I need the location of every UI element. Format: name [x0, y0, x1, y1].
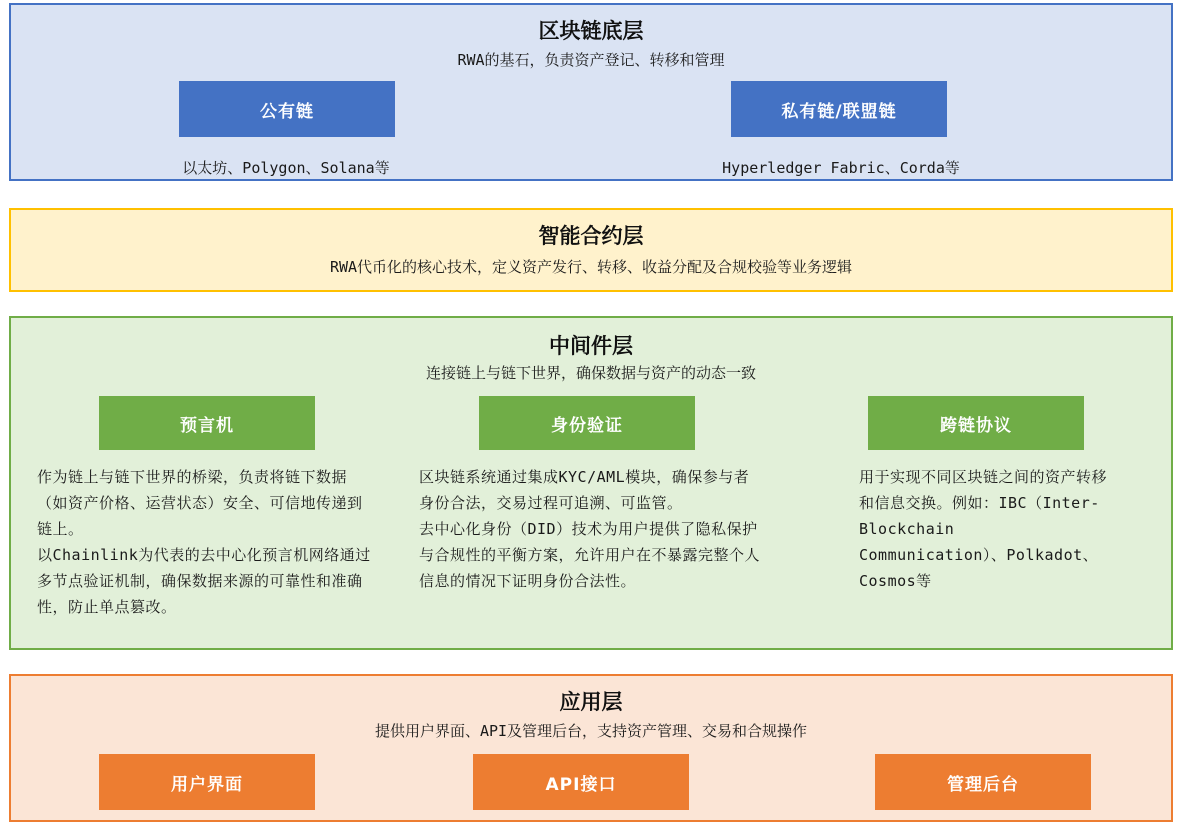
oracle-desc-paragraph: 作为链上与链下世界的桥梁，负责将链下数据（如资产价格、运营状态）安全、可信地传递到链上。: [37, 468, 363, 538]
oracle-description: [37, 464, 377, 620]
public-chain-note: 以太坊、Polygon、Solana等: [182, 159, 390, 177]
identity-desc-paragraph: 区块链系统通过集成KYC/AML模块，确保参与者身份合法，交易过程可追溯、可监管。: [419, 468, 750, 512]
contract-layer-title: 智能合约层: [538, 223, 644, 248]
public-chain-box: 公有链: [179, 81, 395, 137]
user-interface-box: 用户界面: [99, 754, 315, 810]
identity-box: 身份验证: [479, 396, 695, 450]
identity-description: [419, 464, 764, 594]
oracle-desc-paragraph: 以Chainlink为代表的去中心化预言机网络通过多节点验证机制，确保数据来源的可靠性和准确性，防止单点篡改。: [37, 546, 371, 616]
middleware-layer-subtitle: 连接链上与链下世界，确保数据与资产的动态一致: [425, 364, 756, 382]
application-layer-subtitle: 提供用户界面、API及管理后台，支持资产管理、交易和合规操作: [374, 722, 808, 740]
base-layer-subtitle: RWA的基石，负责资产登记、转移和管理: [457, 51, 725, 69]
api-interface-box: API接口: [473, 754, 689, 810]
middleware-layer-title: 中间件层: [549, 333, 633, 358]
oracle-box: 预言机: [99, 396, 315, 450]
admin-console-box: 管理后台: [875, 754, 1091, 810]
private-chain-note: Hyperledger Fabric、Corda等: [722, 159, 960, 177]
crosschain-box: 跨链协议: [868, 396, 1084, 450]
base-layer-title: 区块链底层: [538, 18, 644, 43]
middleware-layer: [9, 316, 1173, 650]
private-chain-box: 私有链/联盟链: [731, 81, 947, 137]
crosschain-description: [859, 464, 1109, 594]
smart-contract-layer: [9, 208, 1173, 292]
application-layer-title: 应用层: [559, 689, 623, 714]
contract-layer-subtitle: RWA代币化的核心技术，定义资产发行、转移、收益分配及合规校验等业务逻辑: [329, 258, 853, 276]
identity-desc-paragraph: 去中心化身份（DID）技术为用户提供了隐私保护与合规性的平衡方案，允许用户在不暴露完整个人信息的情况下证明身份合法性。: [419, 520, 761, 590]
application-layer: [9, 674, 1173, 822]
blockchain-base-layer: [9, 3, 1173, 181]
crosschain-desc-paragraph: 用于实现不同区块链之间的资产转移和信息交换。例如：IBC（Inter-Blockchain Communication）、Polkadot、Cosmos等: [859, 468, 1108, 590]
